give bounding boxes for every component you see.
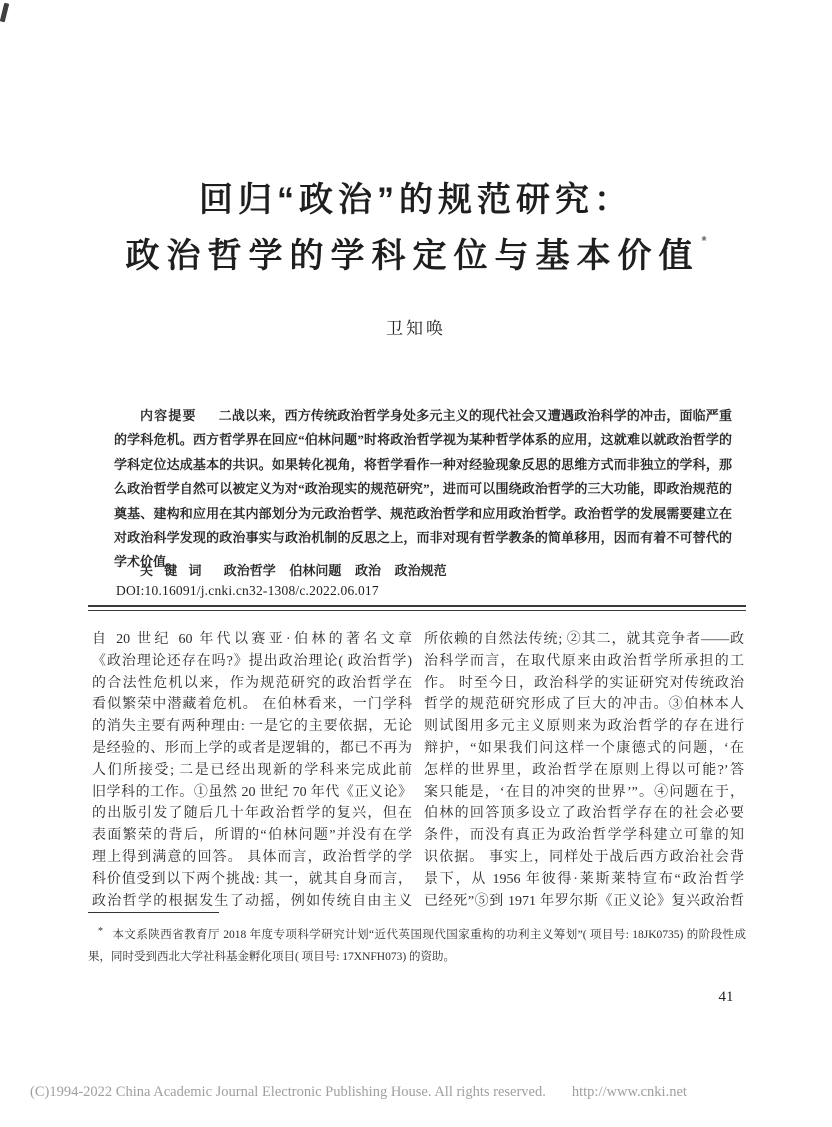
abstract-paragraph: [114, 404, 732, 575]
body-text-line: 辩护，“如果我们问这样一个康德式的问题，‘在: [424, 740, 744, 756]
title-text-2: 政治哲学的学科定位与基本价值: [125, 237, 700, 275]
footnote-marker: *: [98, 926, 103, 937]
body-text-line: 识依据。 事实上，同样处于战后西方政治社会背: [424, 849, 744, 865]
body-text-line: 看似繁荣中潜藏着危机。 在伯林看来，一门学科: [92, 697, 412, 713]
body-text-line: 案只能是，‘在目的冲突的世界’”。④问题在于，: [424, 784, 744, 800]
body-text-line: 自 20 世纪 60 年代以赛亚·伯林的著名文章: [92, 632, 412, 647]
footnote-divider-rule: [88, 912, 219, 913]
body-text-line: 旧学科的工作。①虽然 20 世纪 70 年代《正义论》: [92, 784, 412, 800]
body-text-line: 理上得到满意的回答。 具体而言，政治哲学的学: [92, 849, 412, 865]
body-text-line: 表面繁荣的背后，所谓的“伯林问题”并没有在学: [92, 828, 412, 844]
body-text-line: 则试图用多元主义原则来为政治哲学的存在进行: [424, 719, 744, 735]
doi-line: DOI:10.16091/j.cnki.cn32-1308/c.2022.06.017: [116, 583, 379, 598]
title-footnote-marker: *: [701, 233, 707, 248]
body-text-line: 的消失主要有两种理由: 一是它的主要依据，无论: [92, 719, 412, 735]
paper-title-line-1: [0, 172, 832, 221]
scan-artifact-mark: [0, 3, 9, 23]
body-text-line: 的合法性危机以来，作为规范研究的政治哲学在: [92, 675, 412, 691]
keywords-label: 关 键 词: [140, 563, 206, 578]
keywords-line: [114, 560, 732, 579]
body-text-line: 《政治理论还存在吗?》提出政治理论( 政治哲学): [92, 653, 412, 669]
footnote-paragraph: [88, 921, 746, 968]
keyword-item: 政治: [355, 563, 382, 578]
body-text-line: 的出版引发了随后几十年政治哲学的复兴，但在: [92, 806, 412, 822]
keyword-item: 政治哲学: [223, 563, 276, 578]
body-text-line: 是经验的、形而上学的或者是逻辑的，都已不再为: [92, 740, 412, 756]
header-divider-double-rule: [88, 605, 746, 611]
body-text-line: 政治哲学的根据发生了动摇，例如传统自由主义: [92, 893, 412, 909]
abstract-label: 内容提要: [140, 408, 197, 423]
body-text-line: 景下，从 1956 年彼得·莱斯莱特宣布“政治哲学: [424, 871, 744, 887]
body-text-line: 人们所接受; 二是已经出现新的学科来完成此前: [92, 762, 412, 778]
paper-title-line-2: [0, 228, 832, 277]
keyword-item: 伯林问题: [289, 563, 342, 578]
keywords-list: [224, 563, 461, 578]
page-number: 41: [718, 989, 734, 1005]
body-text-line: 治科学而言，在取代原来由政治哲学所承担的工: [424, 653, 744, 669]
footnote-text: 本文系陕西省教育厅 2018 年度专项科学研究计划“近代英国现代国家重构的功利主义筹划”( 项目号: 18JK0735) 的阶段性成果，同时受到西北大学社科基金孵化项目( 项目号: 17XNFH073) 的资助。: [88, 929, 746, 963]
body-text-line: 条件，而没有真正为政治哲学学科建立可靠的知: [424, 828, 744, 844]
footer-url: http://www.cnki.net: [571, 1084, 687, 1100]
body-text-line: 伯林的回答顶多设立了政治哲学存在的社会必要: [424, 806, 744, 822]
abstract-text: 二战以来，西方传统政治哲学身处多元主义的现代社会又遭遇政治科学的冲击，面临严重的学科危机。西方哲学界在回应“伯林问题”时将政治哲学视为某种哲学体系的应用，这就难以就政治哲学的学科定位达成基本的共识。如果转化视角，将哲学看作一种对经验现象反思的思维方式而非独立的学科，那么政治哲学自然可以被定义为对“政治现实的规范研究”，进而可以围绕政治哲学的三大功能，即政治规范的奠基、建构和应用在其内部划分为元政治哲学、规范政治哲学和应用政治哲学。政治哲学的发展需要建立在对政治科学发现的政治事实与政治机制的反思之上，而非对现有哲学教条的简单移用，因而有着不可替代的学术价值。: [114, 408, 732, 570]
author-name: 卫知唤: [386, 319, 446, 338]
body-column-right: [424, 629, 744, 912]
title-text-1: 回归“政治”的规范研究：: [199, 181, 633, 219]
body-text-line: 怎样的世界里，政治哲学在原则上得以可能?’答: [424, 762, 744, 778]
body-text-line: 所依赖的自然法传统; ②其二，就其竞争者——政: [424, 632, 744, 647]
body-text-line: 作。 时至今日，政治科学的实证研究对传统政治: [424, 675, 744, 691]
body-column-left: [92, 629, 412, 912]
keyword-item: 政治规范: [394, 563, 447, 578]
body-text-line: 科价值受到以下两个挑战: 其一，就其自身而言，: [92, 871, 412, 887]
body-text-line: 已经死”⑤到 1971 年罗尔斯《正义论》复兴政治哲: [424, 893, 744, 909]
cnki-footer: [30, 1084, 820, 1101]
body-text-line: 哲学的规范研究形成了巨大的冲击。③伯林本人: [424, 697, 744, 713]
footer-copyright: (C)1994-2022 China Academic Journal Electronic Publishing House. All rights reserved.: [30, 1084, 546, 1100]
